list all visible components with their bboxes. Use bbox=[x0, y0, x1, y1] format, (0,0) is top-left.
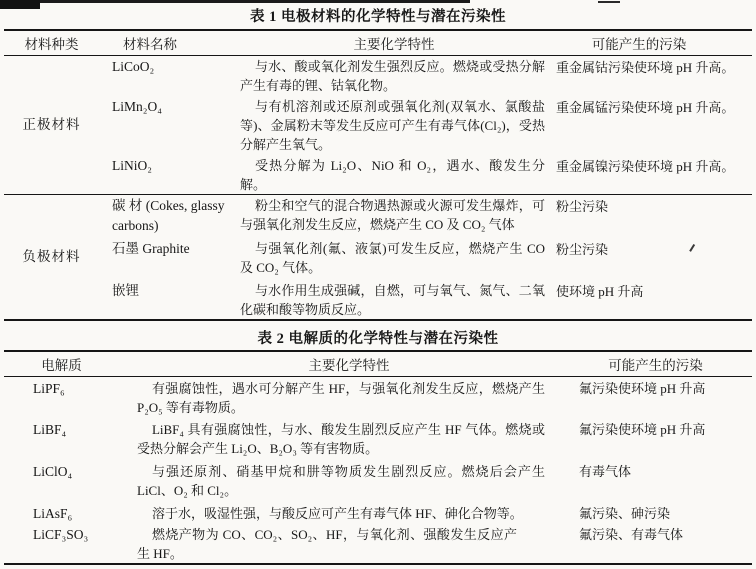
material-name-cell: 碳 材 (Cokes, glassy carbons) bbox=[112, 198, 225, 233]
material-name-cell: 嵌锂 bbox=[112, 282, 139, 298]
chem-properties-text: 溶于水，吸湿性强，与酸反应可产生有毒气体 HF、砷化合物等。 bbox=[151, 506, 523, 521]
chem-properties-cell bbox=[234, 55, 554, 96]
pollution-cell: 有毒气体 bbox=[579, 464, 632, 479]
table2-title: 表 2 电解质的化学特性与潜在污染性 bbox=[257, 331, 499, 347]
pollution-cell: 重金属钴污染使环境 pH 升高。 bbox=[556, 59, 735, 75]
column-header-possible-pollution: 可能产生的污染 bbox=[608, 357, 703, 373]
material-name-cell: LiNiO₂ bbox=[112, 158, 152, 173]
table-row bbox=[4, 238, 752, 280]
table-row bbox=[4, 418, 752, 460]
chem-properties-cell bbox=[119, 376, 559, 418]
table2-header-row bbox=[4, 351, 752, 376]
positive-electrode-group bbox=[4, 55, 752, 195]
pollution-cell: 粉尘污染 bbox=[556, 199, 609, 214]
group-label-cell: 正极材料 bbox=[22, 117, 81, 133]
chem-properties-cell bbox=[234, 155, 554, 195]
table-row bbox=[4, 155, 752, 195]
chem-properties-cell bbox=[234, 96, 554, 155]
pollution-cell: 氟污染、有毒气体 bbox=[579, 527, 684, 542]
chem-properties-text: LiBF₄ 具有强腐蚀性，与水、酸发生剧烈反应产生 HF 气体。燃烧或受热分解会产生 Li₂O、B₂O₃ 等有害物质。 bbox=[137, 422, 545, 456]
pollution-cell: 重金属锰污染使环境 pH 升高。 bbox=[556, 100, 735, 115]
material-name-cell: LiMn₂O₄ bbox=[112, 99, 162, 114]
chem-properties-text: 与有机溶剂或还原剂或强氧化剂(双氧水、氯酸盐等)、金属粉末等发生反应可产生有毒气体(Cl₂)，受热分解产生氧气。 bbox=[240, 99, 545, 152]
electrolyte-name-cell: LiCF₃SO₃ bbox=[33, 527, 89, 542]
chem-properties-text: 与水、酸或氧化剂发生强烈反应。燃烧或受热分解产生有毒的锂、钴氧化物。 bbox=[240, 58, 545, 93]
column-header-possible-pollution: 可能产生的污染 bbox=[591, 36, 687, 52]
table-row bbox=[4, 280, 752, 320]
table-row bbox=[4, 96, 752, 155]
material-name-cell: 石墨 Graphite bbox=[112, 240, 190, 256]
table-row bbox=[4, 376, 752, 418]
table1-electrode-materials bbox=[4, 29, 752, 321]
table-row bbox=[4, 523, 752, 564]
electrolyte-name-cell: LiBF₄ bbox=[33, 422, 67, 437]
chem-properties-cell bbox=[234, 280, 554, 320]
chem-properties-cell bbox=[119, 502, 559, 523]
chem-properties-text: 与强氧化剂(氟、液氯)可发生反应，燃烧产生 CO 及 CO₂ 气体。 bbox=[240, 240, 545, 275]
chem-properties-cell bbox=[119, 523, 559, 564]
table2-body bbox=[4, 376, 752, 564]
pollution-cell: 氟污染使环境 pH 升高 bbox=[579, 380, 706, 396]
chem-properties-text: 受热分解为 Li₂O、NiO 和 O₂，遇水、酸发生分解。 bbox=[240, 158, 545, 192]
chem-properties-text: 燃烧产物为 CO、CO₂、SO₂、HF，与氧化剂、强酸发生反应产生 HF。 bbox=[137, 527, 517, 561]
table2-header bbox=[4, 351, 752, 376]
pollution-cell: 氟污染使环境 pH 升高 bbox=[579, 422, 706, 437]
chem-properties-cell bbox=[119, 418, 559, 460]
chem-properties-text: 与强还原剂、硝基甲烷和肼等物质发生剧烈反应。燃烧后会产生 LiCl、O₂ 和 Cl₂。 bbox=[137, 464, 545, 498]
chem-properties-text: 与水作用生成强碱，自燃，可与氧气、氮气、二氧化碳和酸等物质反应。 bbox=[240, 282, 545, 317]
pollution-cell: 氟污染、砷污染 bbox=[579, 506, 671, 521]
chem-properties-cell bbox=[234, 195, 554, 238]
column-header-material-name: 材料名称 bbox=[123, 36, 177, 52]
scan-edge-artifact-right bbox=[598, 1, 620, 3]
negative-electrode-group bbox=[4, 195, 752, 320]
pollution-cell: 重金属镍污染使环境 pH 升高。 bbox=[556, 159, 735, 174]
table-row bbox=[4, 55, 752, 96]
chem-properties-text: 有强腐蚀性，遇水可分解产生 HF，与强氧化剂发生反应，燃烧产生 P₂O₅ 等有毒物质。 bbox=[137, 380, 545, 415]
electrolyte-name-cell: LiClO₄ bbox=[33, 464, 73, 479]
column-header-main-characteristics: 主要化学特性 bbox=[353, 36, 435, 52]
table-row bbox=[4, 195, 752, 238]
column-header-material-type: 材料种类 bbox=[24, 36, 79, 52]
pollution-cell: 粉尘污染 bbox=[556, 241, 609, 257]
chem-properties-text: 粉尘和空气的混合物遇热源或火源可发生爆炸，可与强氧化剂发生反应，燃烧产生 CO 及 CO₂ 气体 bbox=[240, 198, 545, 232]
table-row bbox=[4, 460, 752, 502]
electrolyte-name-cell: LiPF₆ bbox=[33, 380, 65, 396]
scan-edge-artifact bbox=[0, 0, 470, 3]
electrolyte-name-cell: LiAsF₆ bbox=[33, 506, 73, 521]
chem-properties-cell bbox=[119, 460, 559, 502]
table1-header-row bbox=[4, 30, 752, 55]
chem-properties-cell bbox=[234, 238, 554, 280]
material-name-cell: LiCoO₂ bbox=[112, 58, 155, 74]
table-row bbox=[4, 502, 752, 523]
pollution-cell: 使环境 pH 升高 bbox=[556, 283, 644, 299]
column-header-main-characteristics: 主要化学特性 bbox=[308, 357, 390, 373]
table1-title: 表 1 电极材料的化学特性与潜在污染性 bbox=[250, 9, 506, 25]
table1-header bbox=[4, 30, 752, 55]
table2-electrolytes bbox=[4, 350, 752, 565]
column-header-electrolyte: 电解质 bbox=[41, 357, 82, 373]
group-label-cell: 负极材料 bbox=[22, 249, 81, 265]
